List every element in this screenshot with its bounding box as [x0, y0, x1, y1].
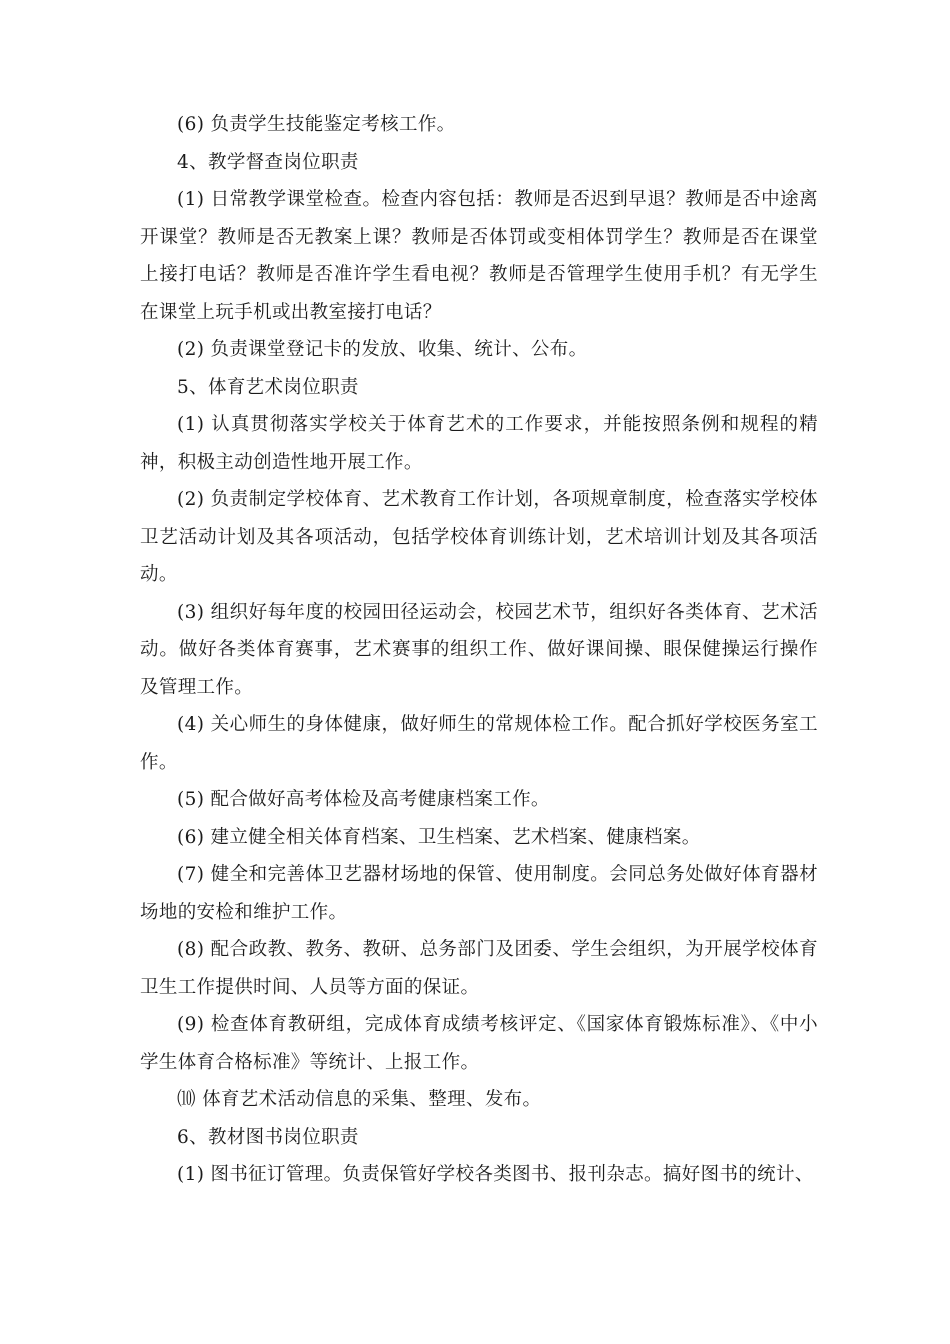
paragraph-sports-arts-5: (5) 配合做好高考体检及高考健康档案工作。 — [177, 789, 550, 810]
paragraph-sports-arts-10: ⑽ 体育艺术活动信息的采集、整理、发布。 — [177, 1089, 542, 1110]
section-heading-sports-arts: 5、体育艺术岗位职责 — [177, 376, 359, 398]
paragraph-sports-arts-9: (9) 检查体育教研组，完成体育成绩考核评定、《国家体育锻炼标准》、《中小学生体育合格标准》等统计、上报工作。 — [140, 1014, 818, 1073]
paragraph-registration-card: (2) 负责课堂登记卡的发放、收集、统计、公布。 — [177, 339, 588, 360]
paragraph-sports-arts-4: (4) 关心师生的身体健康，做好师生的常规体检工作。配合抓好学校医务室工作。 — [140, 714, 818, 773]
paragraph-sports-arts-6: (6) 建立健全相关体育档案、卫生档案、艺术档案、健康档案。 — [177, 826, 701, 848]
paragraph-classroom-inspection: (1) 日常教学课堂检查。检查内容包括：教师是否迟到早退？教师是否中途离开课堂？教师是否无教案上课？教师是否体罚或变相体罚学生？教师是否在课堂上接打电话？教师是否准许学生看电视？教师是否管理学生使用手机？有无学生在课堂上玩手机或出教室接打电话？ — [140, 189, 818, 323]
paragraph-sports-arts-1: (1) 认真贯彻落实学校关于体育艺术的工作要求，并能按照条例和规程的精神，积极主动创造性地开展工作。 — [140, 414, 818, 473]
document-body — [140, 106, 818, 1194]
section-heading-textbooks-library: 6、教材图书岗位职责 — [177, 1126, 359, 1148]
paragraph-skill-assessment: (6) 负责学生技能鉴定考核工作。 — [177, 114, 456, 135]
paragraph-sports-arts-3: (3) 组织好每年度的校园田径运动会，校园艺术节，组织好各类体育、艺术活动。做好各类体育赛事，艺术赛事的组织工作、做好课间操、眼保健操运行操作及管理工作。 — [140, 601, 818, 698]
section-heading-teaching-supervision: 4、教学督查岗位职责 — [177, 151, 359, 173]
paragraph-sports-arts-8: (8) 配合政教、教务、教研、总务部门及团委、学生会组织，为开展学校体育卫生工作提供时间、人员等方面的保证。 — [140, 939, 818, 998]
paragraph-sports-arts-2: (2) 负责制定学校体育、艺术教育工作计划，各项规章制度，检查落实学校体卫艺活动计划及其各项活动，包括学校体育训练计划，艺术培训计划及其各项活动。 — [140, 489, 818, 585]
paragraph-sports-arts-7: (7) 健全和完善体卫艺器材场地的保管、使用制度。会同总务处做好体育器材场地的安检和维护工作。 — [140, 864, 818, 923]
paragraph-library-1: (1) 图书征订管理。负责保管好学校各类图书、报刊杂志。搞好图书的统计、 — [177, 1164, 814, 1185]
